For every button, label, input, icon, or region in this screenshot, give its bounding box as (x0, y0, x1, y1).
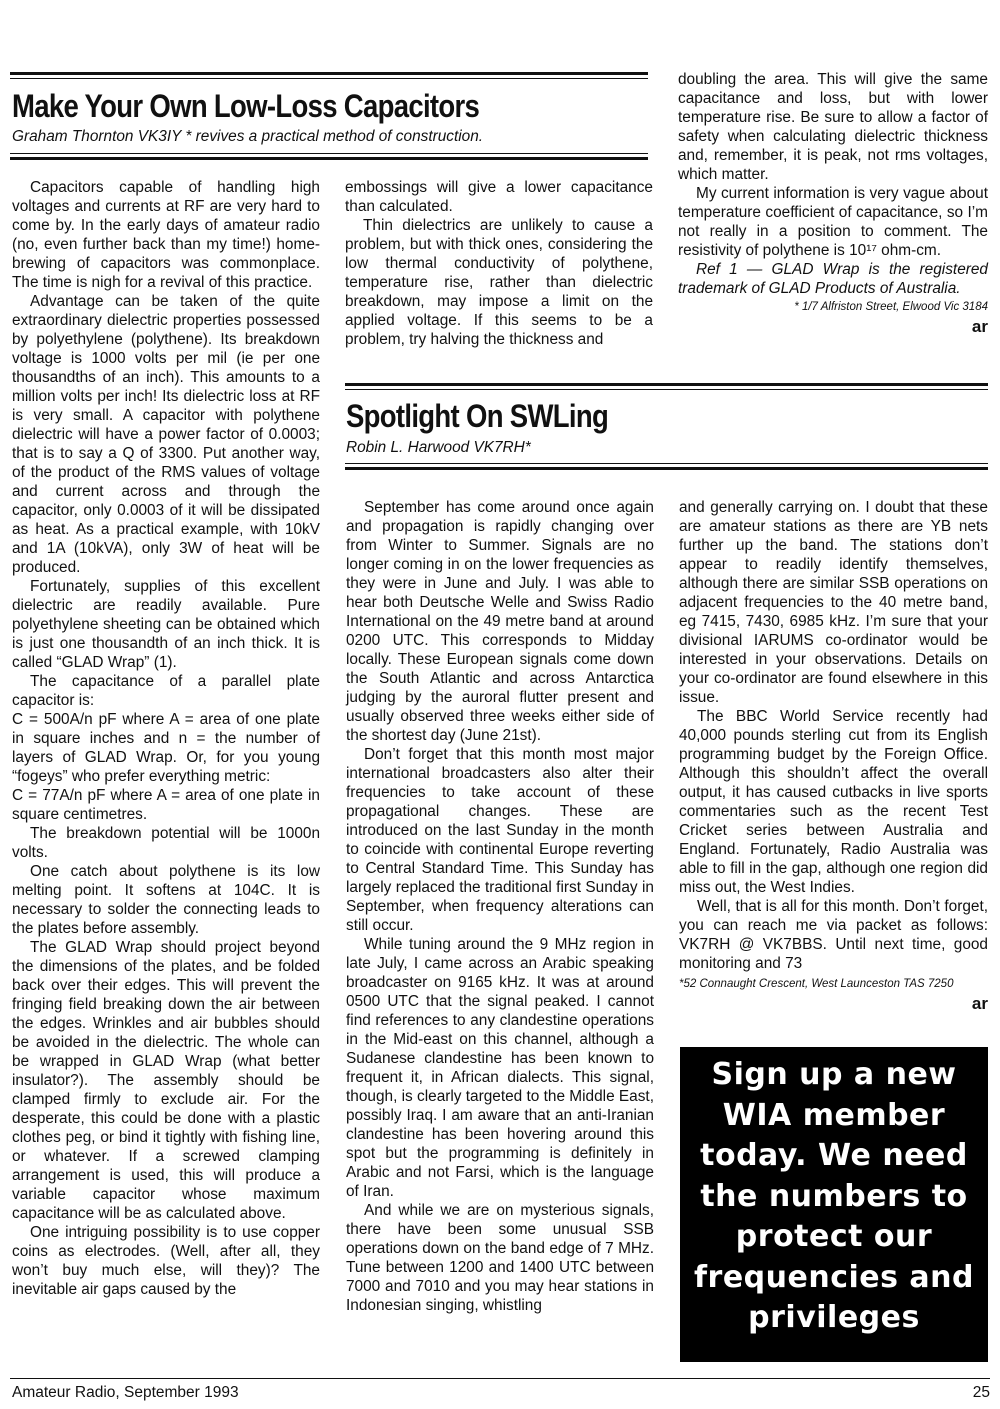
header2-rule-top (345, 383, 988, 386)
paragraph: One intriguing possibility is to use copper coins as electrodes. (Well, after all, they won’t buy much else, will they)? The inevitable air gaps caused by the (12, 1224, 320, 1298)
paragraph: The GLAD Wrap should project beyond the dimensions of the plates, and be folded back over their edges. This will prevent the fringing field breaking down the air between the edges. Wrinkles and air bubbles should be avoided in the dielectric. The whole can be wrapped in GLAD Wrap (what better insulator?). The assembly should be clamped firmly to exclude air. For the desperate, this could be done with a plastic clothes peg, or bind it tightly with fishing line, or whatever. If a screwed clamping arrangement is used, this will produce a variable capacitor whose maximum capacitance will be as calculated above. (12, 939, 320, 1222)
ad-line: Sign up a new (711, 1057, 957, 1092)
paragraph: One catch about polythene is its low melting point. It softens at 104C. It is necessary to solder the connecting leads to the plates before assembly. (12, 863, 320, 937)
paragraph: The capacitance of a parallel plate capacitor is: (12, 673, 320, 709)
ad-line: privileges (748, 1300, 920, 1335)
article2-byline: Robin L. Harwood VK7RH* (346, 439, 531, 456)
article1-column-1 (12, 178, 320, 1299)
footer-rule (10, 1378, 990, 1379)
paragraph: My current information is very vague about temperature coefficient of capacitance, so I’m not really in a position to comment. The resistivity of polythene is 10¹⁷ ohm-cm. (678, 185, 988, 259)
paragraph: Don’t forget that this month most major international broadcasters also alter their frequencies to take account of these propagational changes. These are introduced on the last Sunday in the month to coincide with continental Europe reverting to Central Standard Time. This Sunday has largely replaced the traditional first Sunday in September, when frequency alterations can still occur. (346, 746, 654, 934)
reference-note: Ref 1 — GLAD Wrap is the registered trademark of GLAD Products of Australia. (678, 261, 988, 297)
ad-line: WIA member (722, 1097, 946, 1133)
header-rule-top-thin (10, 78, 648, 79)
author-address: *52 Connaught Crescent, West Launceston TAS 7250 (679, 978, 954, 990)
paragraph: Advantage can be taken of the quite extraordinary dielectric properties possessed by polyethylene (polythene). Its breakdown voltage is 1000 volts per mil (ie per one thousandths of an inch). This amounts to a million volts per inch! Its dielectric loss at RF is very small. A capacitor with polythene dielectric will have a power factor of 0.0003; that is to say a Q of 3300. Put another way, of the product of the RMS values of voltage and current across and through the capacitor, only 0.0003 of it will be dissipated as heat. As a practical example, with 10kV and 1A (10kVA), only 3W of heat will be produced. (12, 293, 320, 576)
paragraph: embossings will give a lower capacitance than calculated. (345, 179, 653, 215)
formula-imperial: C = 500A/n pF where A = area of one plate in square inches and n = the number of layers of GLAD Wrap. Or, for you young “fogeys” who prefer everything metric: (12, 711, 320, 785)
formula-metric: C = 77A/n pF where A = area of one plate in square centimetres. (12, 787, 320, 823)
end-mark: ar (971, 994, 988, 1013)
paragraph: And while we are on mysterious signals, there have been some unusual SSB operations down on the band edge of 7 MHz. Tune between 1200 and 1400 UTC between 7000 and 7010 and you may hear stations in Indonesian singing, whistling (346, 1202, 654, 1314)
header2-rule-top-thin (345, 389, 988, 390)
author-address: * 1/7 Alfriston Street, Elwood Vic 3184 (794, 301, 988, 313)
paragraph: Fortunately, supplies of this excellent dielectric are readily available. Pure polyethylene sheeting can be obtained which is just one thousandth of an inch thick. It is called “GLAD Wrap” (1). (12, 578, 320, 671)
paragraph: The BBC World Service recently had 40,000 pounds sterling cut from its English programming budget by the Foreign Office. Although this shouldn’t affect the overall output, it has caused cutbacks in live sports commentaries such as the recent Test Cricket series between Australia and England. Fortunately, Radio Australia was able to fill in the gap, although one region did miss out, the West Indies. (679, 708, 988, 896)
publication-info: Amateur Radio, September 1993 (12, 1384, 239, 1401)
article-title: Make Your Own Low-Loss Capacitors (12, 88, 480, 124)
header-rule-bottom-thick (10, 157, 648, 160)
paragraph: and generally carrying on. I doubt that these are amateur stations as there are YB nets further up the band. The stations don’t appear to readily identify themselves, although there are similar SSB operations on adjacent frequencies to the 40 metre band, eg 7415, 7430, 6985 kHz. I’m sure that your divisional IARUMS co-ordinator would be interested in your observations. Details on your co-ordinator are found elsewhere in this issue. (679, 499, 988, 706)
article-byline: Graham Thornton VK3IY * revives a practical method of construction. (12, 128, 484, 145)
header2-rule-bottom (345, 463, 988, 464)
page-number: 25 (972, 1384, 990, 1401)
article2-column-2 (679, 498, 988, 1013)
paragraph: Thin dielectrics are unlikely to cause a problem, but with thick ones, considering the low thermal conductivity of polythene, temperature rise, rather than dielectric breakdown, may impose a limit on the applied voltage. If this seems to be a problem, try halving the thickness and (345, 217, 653, 348)
paragraph: The breakdown potential will be 1000n volts. (12, 825, 320, 861)
article2-column-1 (346, 498, 654, 1315)
paragraph: While tuning around the 9 MHz region in late July, I came across an Arabic speaking broadcaster on 9165 kHz. It was at around 0500 UTC that the signal peaked. I cannot find references to any clandestine operations in the Mid-east on this channel, although a Sudanese clandestine has been known to frequent it, in African dialects. This signal, though, is clearly targeted to the Middle East, possibly Iraq. I am aware that an anti-Iranian clandestine has been hovering around this spot but the programming is definitely in Arabic and not Farsi, which is the language of Iran. (346, 936, 654, 1200)
header-rule-top (10, 72, 648, 75)
end-mark: ar (971, 317, 988, 336)
article1-column-3 (678, 70, 988, 336)
ad-line: the numbers to (700, 1178, 968, 1214)
paragraph: Capacitors capable of handling high voltages and currents at RF are very hard to come by. In the early days of amateur radio (no, even further back than my time!) home-brewing of capacitors was commonplace. The time is nigh for a revival of this practice. (12, 179, 320, 291)
ad-line: protect our (735, 1219, 933, 1254)
article1-column-2 (345, 178, 653, 349)
header-rule-bottom (10, 153, 648, 154)
ad-line: frequencies and (693, 1259, 975, 1295)
ad-line: today. We need (700, 1138, 968, 1173)
paragraph: Well, that is all for this month. Don’t forget, you can reach me via packet as follows: VK7RH @ VK7BBS. Until next time, good monitoring and 73 (679, 898, 988, 972)
paragraph: doubling the area. This will give the same capacitance and loss, but with lower temperature rise. Be sure to allow a factor of safety when calculating dielectric thickness and, remember, it is peak, not rms voltages, which matter. (678, 71, 988, 183)
wia-membership-ad (680, 1047, 988, 1362)
article2-title: Spotlight On SWLing (346, 398, 609, 434)
paragraph: September has come around once again and propagation is rapidly changing over from Winter to Summer. Signals are no longer coming in on the lower frequencies as they were in June and July. I was able to hear both Deutsche Welle and Swiss Radio International on the 49 metre band at around 0200 UTC. This corresponds to Midday locally. These European signals come down the South Atlantic and across Antarctica judging by the auroral flutter present and usually observed three weeks either side of the shortest day (June 21st). (346, 499, 654, 744)
header2-rule-bottom-thick (345, 467, 988, 470)
